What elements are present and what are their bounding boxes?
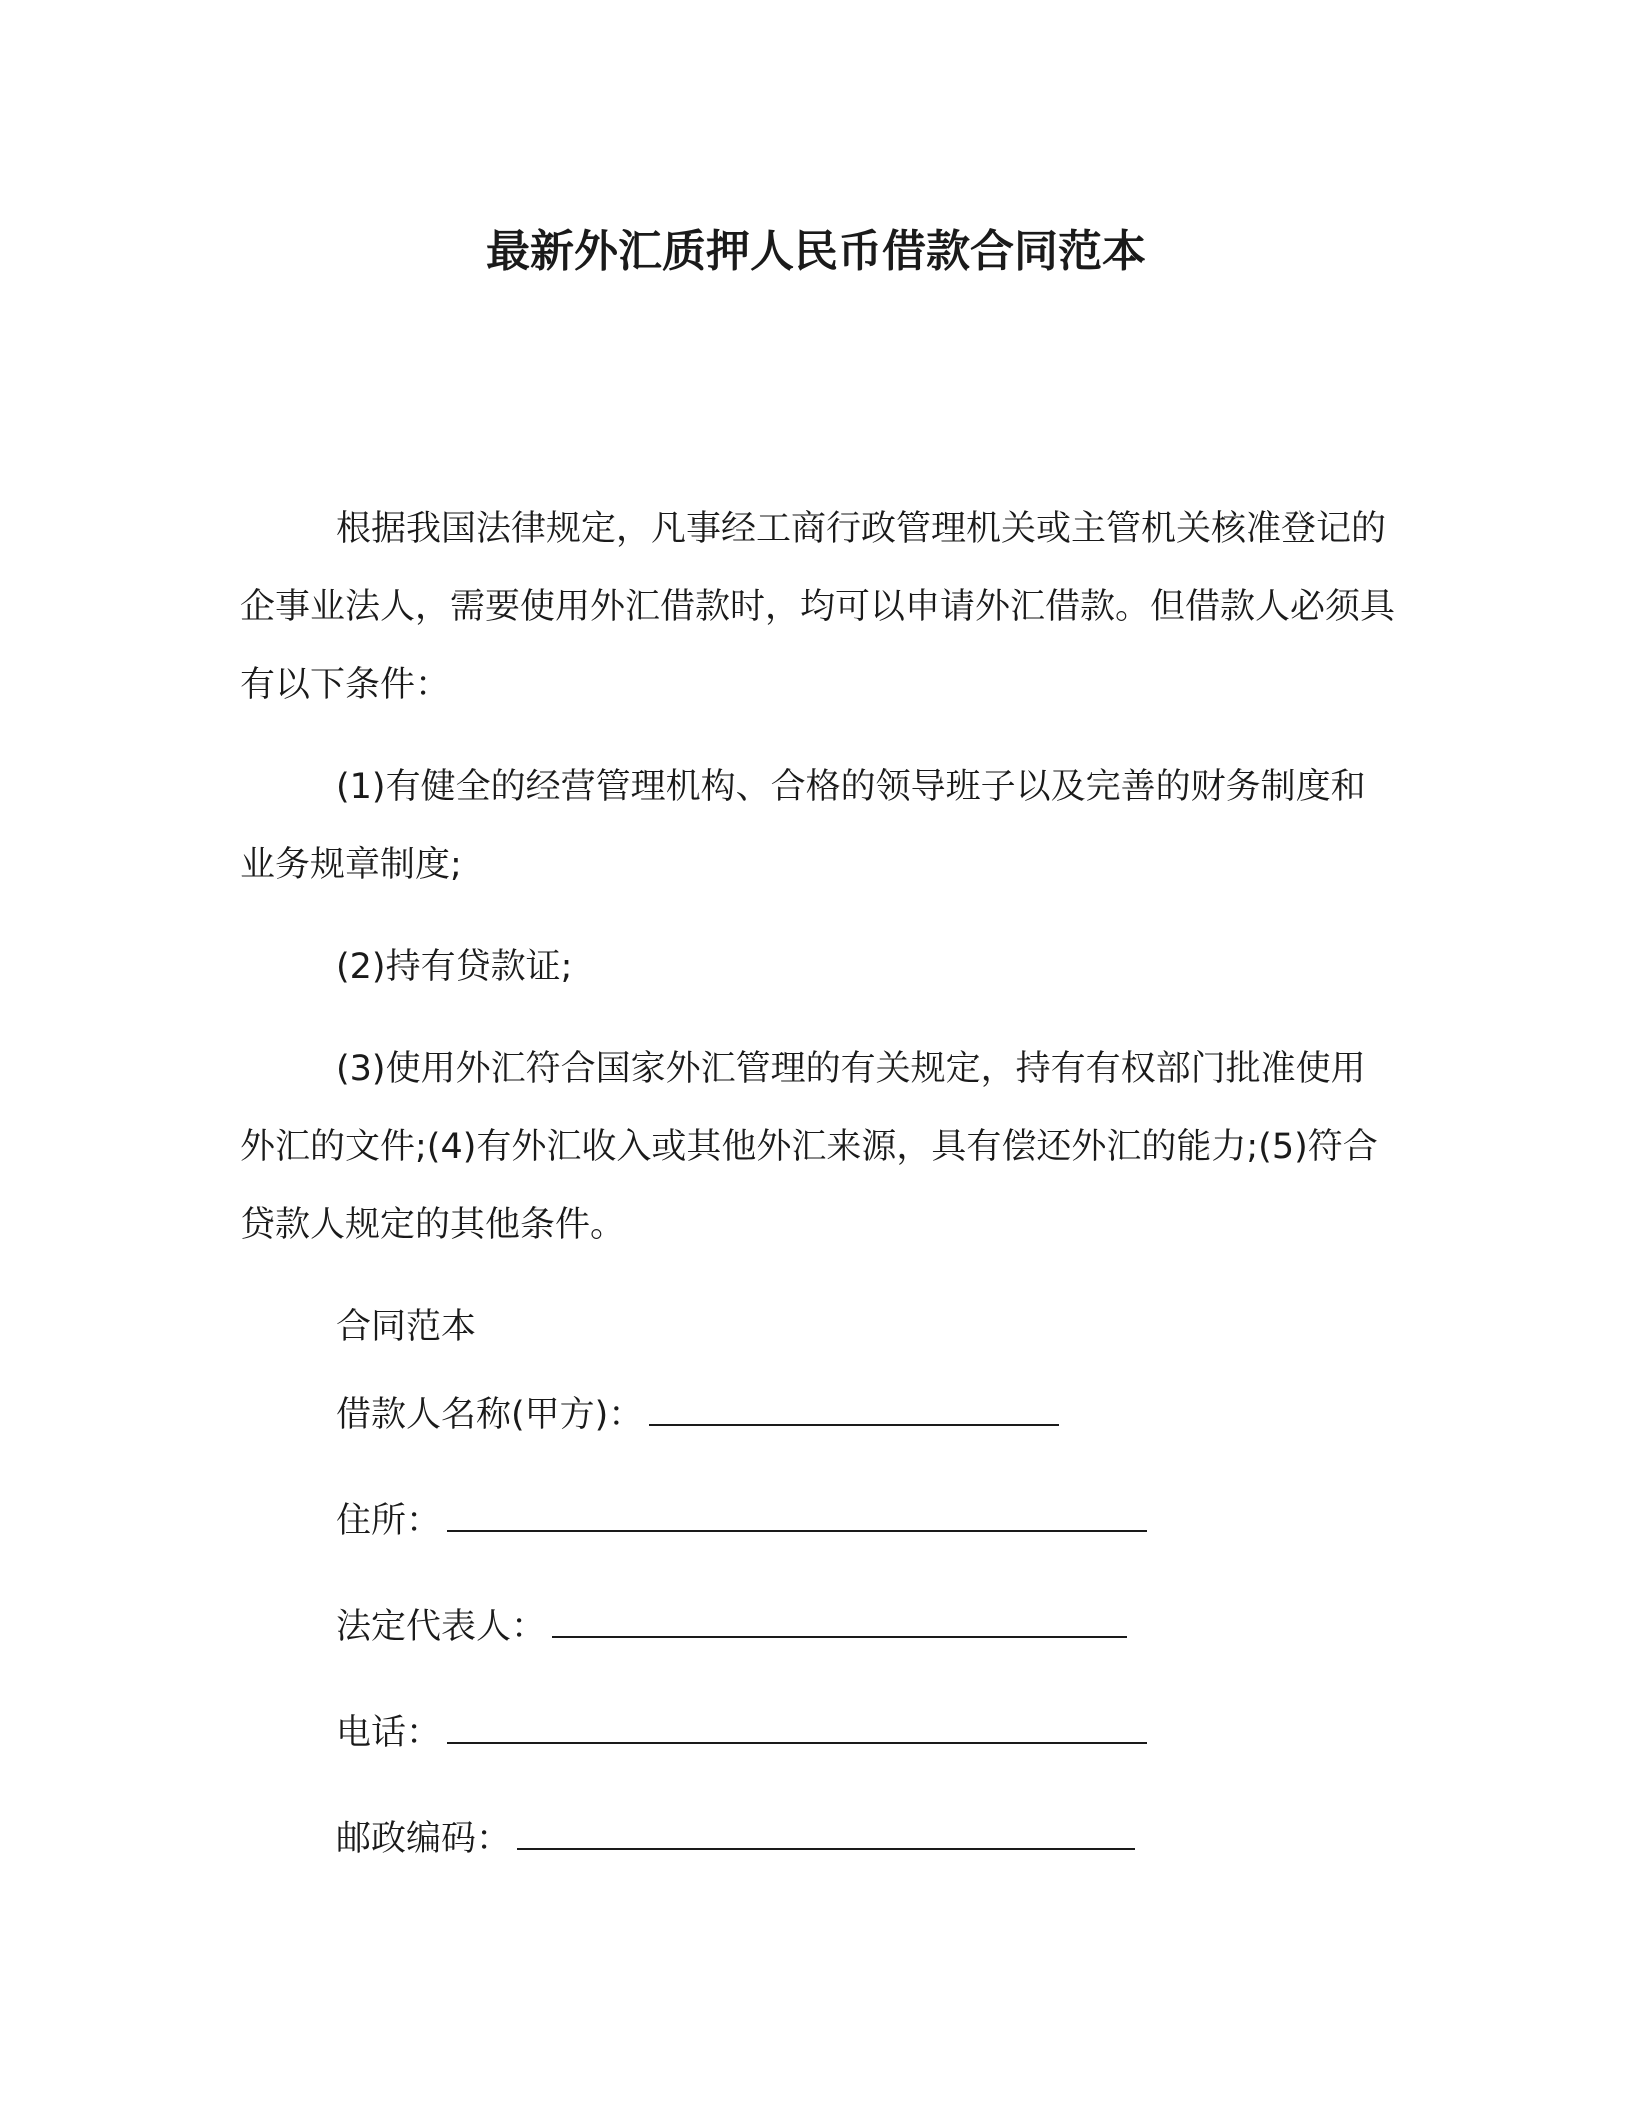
postal-code-blank[interactable] <box>517 1812 1135 1850</box>
section-heading: 合同范本 <box>336 1307 477 1347</box>
condition-3-paragraph: (3)使用外汇符合国家外汇管理的有关规定，持有有权部门批准使用外汇的文件;(4)有外汇收入或其他外汇来源，具有偿还外汇的能力;(5)符合贷款人规定的其他条件。 <box>240 1049 1378 1245</box>
address-field <box>336 1494 1147 1545</box>
borrower-name-label: 借款人名称(甲方)： <box>336 1395 644 1435</box>
document-body <box>240 490 1400 1390</box>
phone-blank[interactable] <box>447 1706 1147 1744</box>
phone-label: 电话： <box>336 1713 442 1753</box>
address-label: 住所： <box>336 1501 442 1541</box>
postal-code-label: 邮政编码： <box>336 1819 512 1859</box>
document-title: 最新外汇质押人民币借款合同范本 <box>486 226 1146 277</box>
phone-field <box>336 1706 1147 1757</box>
borrower-name-blank[interactable] <box>649 1388 1059 1426</box>
legal-rep-field <box>336 1600 1127 1651</box>
intro-paragraph: 根据我国法律规定，凡事经工商行政管理机关或主管机关核准登记的企事业法人，需要使用外汇借款时，均可以申请外汇借款。但借款人必须具有以下条件： <box>240 509 1396 705</box>
address-blank[interactable] <box>447 1494 1147 1532</box>
postal-code-field <box>336 1812 1135 1863</box>
legal-rep-blank[interactable] <box>552 1600 1127 1638</box>
condition-2-paragraph: (2)持有贷款证; <box>336 947 573 987</box>
condition-1-paragraph: (1)有健全的经营管理机构、合格的领导班子以及完善的财务制度和业务规章制度; <box>240 767 1366 885</box>
legal-rep-label: 法定代表人： <box>336 1607 547 1647</box>
borrower-name-field <box>336 1388 1059 1439</box>
